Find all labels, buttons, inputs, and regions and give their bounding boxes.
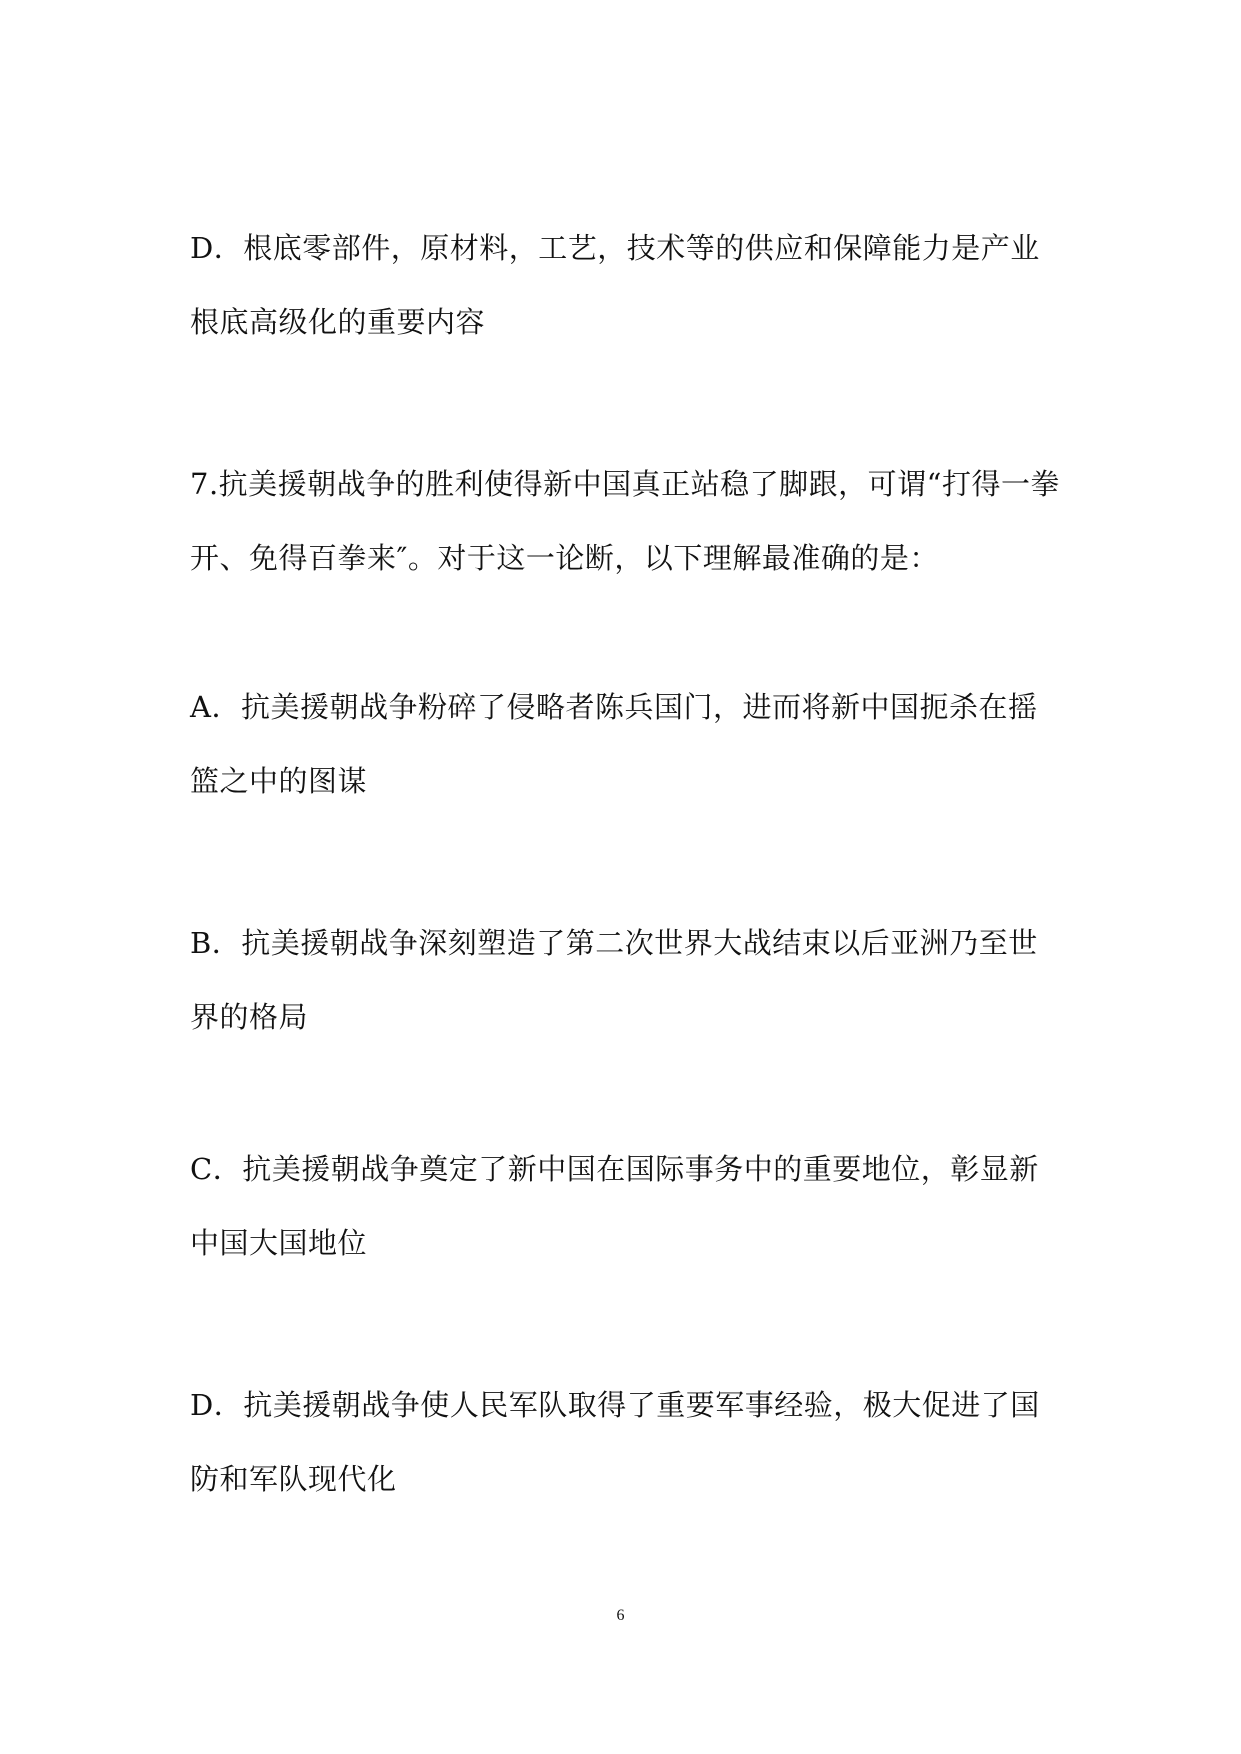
question-7-stem-line-1: 7.抗美援朝战争的胜利使得新中国真正站稳了脚跟，可谓“打得一拳 bbox=[190, 467, 1060, 501]
option-d-line-1: D．抗美援朝战争使人民军队取得了重要军事经验，极大促进了国 bbox=[190, 1388, 1040, 1422]
prev-option-d-line-1: D．根底零部件，原材料，工艺，技术等的供应和保障能力是产业 bbox=[190, 231, 1040, 265]
question-7-stem-line-2: 开、免得百拳来″。对于这一论断，以下理解最准确的是： bbox=[190, 541, 939, 575]
page-number: 6 bbox=[616, 1607, 625, 1624]
option-c-line-2: 中国大国地位 bbox=[190, 1226, 368, 1260]
option-b-line-1: B．抗美援朝战争深刻塑造了第二次世界大战结束以后亚洲乃至世 bbox=[190, 926, 1038, 960]
option-b-line-2: 界的格局 bbox=[190, 1000, 309, 1034]
option-c-line-1: C．抗美援朝战争奠定了新中国在国际事务中的重要地位，彰显新 bbox=[190, 1152, 1039, 1186]
option-a-line-2: 篮之中的图谋 bbox=[190, 764, 368, 798]
option-d-line-2: 防和军队现代化 bbox=[190, 1462, 397, 1496]
option-a-line-1: A．抗美援朝战争粉碎了侵略者陈兵国门，进而将新中国扼杀在摇 bbox=[190, 690, 1038, 724]
prev-option-d-line-2: 根底高级化的重要内容 bbox=[190, 305, 486, 339]
